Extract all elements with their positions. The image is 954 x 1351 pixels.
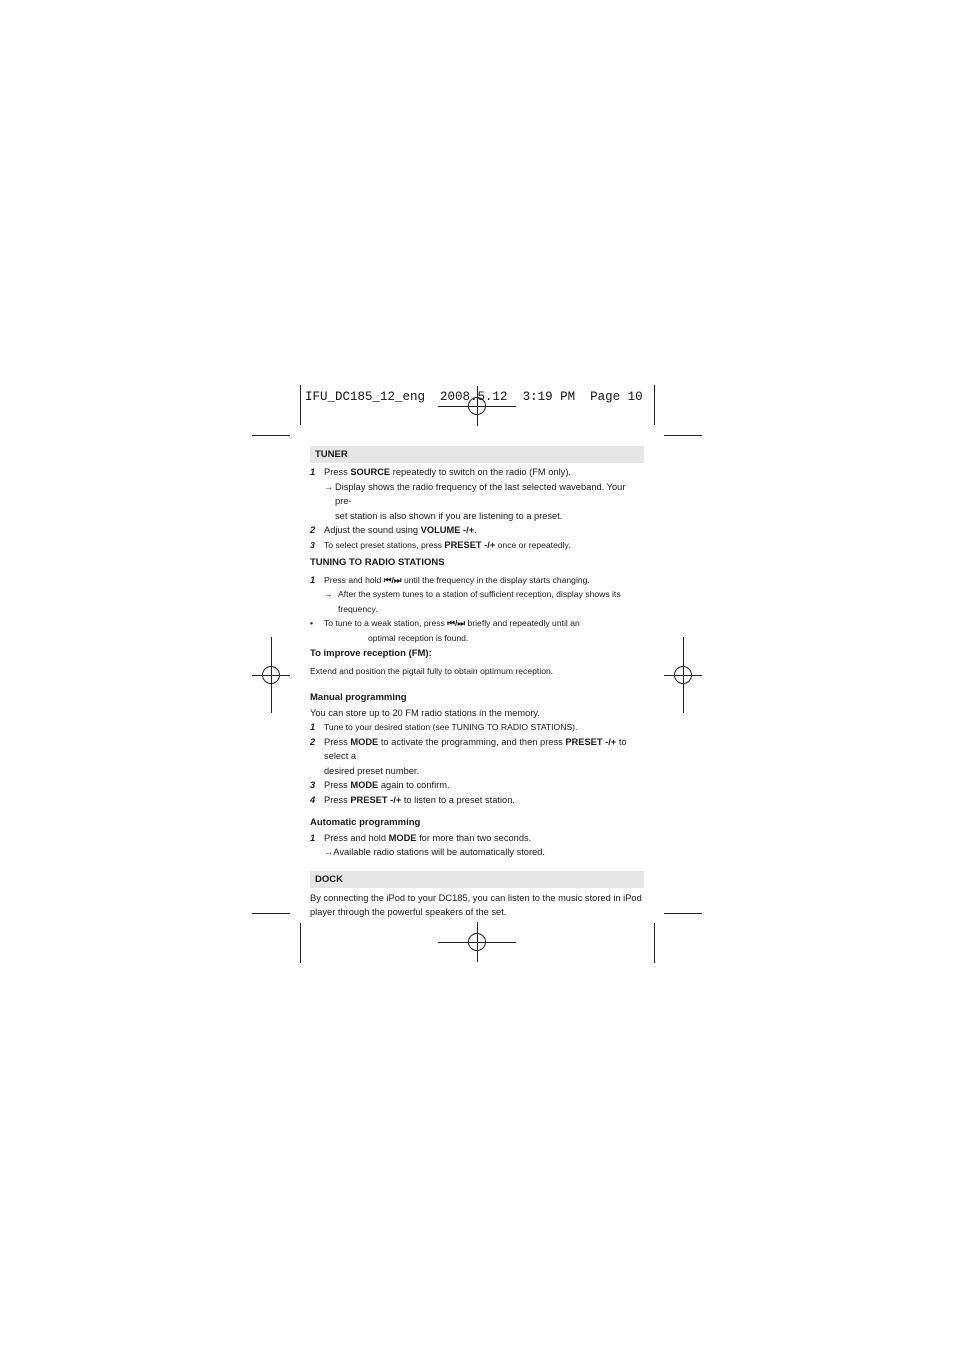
registration-mark-bottom-circle <box>468 933 486 951</box>
crop-mark-bottom-right-vertical <box>654 923 655 963</box>
crop-mark-bottom-left-vertical <box>300 923 301 963</box>
step-text: Press and hold ⏮/⏭ until the frequency in the display starts changing. <box>324 574 590 585</box>
slug-date: 2008.5.12 <box>440 390 508 404</box>
tuning-step-1-result: → After the system tunes to a station of sufficient reception, display shows its frequency. <box>310 587 644 616</box>
slug-file: IFU_DC185_12_eng <box>305 390 426 404</box>
reception-text: Extend and position the pigtail fully to obtain optimum reception. <box>310 665 554 676</box>
arrow-icon: → <box>324 481 334 492</box>
tuner-step-1 <box>310 465 644 480</box>
step-number: 3 <box>310 780 316 790</box>
section-bar-dock: DOCK <box>310 871 644 888</box>
step-number: 1 <box>310 832 316 843</box>
skip-icon: ⏮/⏭ <box>383 574 402 585</box>
crop-mark-bottom-left-horizontal <box>252 913 290 914</box>
tuner-step-2 <box>310 523 644 538</box>
section-bar-tuner: TUNER <box>310 446 644 463</box>
manual-step-4: 4 Press PRESET -/+ to listen to a preset station. <box>310 793 644 808</box>
manual-page-content <box>310 446 644 920</box>
step-number: 1 <box>310 722 316 732</box>
registration-mark-right-circle <box>674 666 692 684</box>
automatic-step-1-result: →Available radio stations will be automatically stored. <box>324 847 545 857</box>
step-text: Press SOURCE repeatedly to switch on the radio (FM only). <box>324 467 571 477</box>
automatic-step-1: 1 Press and hold MODE for more than two seconds. <box>310 831 644 846</box>
step-number: 3 <box>310 539 315 550</box>
step-text: Tune to your desired station (see TUNING TO RADIO STATIONS). <box>324 722 578 732</box>
crop-mark-top-right-horizontal <box>664 435 702 436</box>
slug-page-label: Page <box>590 390 621 404</box>
dock-paragraph: By connecting the iPod to your DC185, you can listen to the music stored in iPod player through the powerful speakers of the set. <box>310 892 642 917</box>
skip-icon: ⏮/⏭ <box>447 618 466 628</box>
step-number: 1 <box>310 574 316 585</box>
step-number: 4 <box>310 794 316 805</box>
tuner-step-1-result: → Display shows the radio frequency of the last selected waveband. Your pre- set station is also shown if you are listening to a preset. <box>310 480 644 524</box>
arrow-icon: → <box>324 589 333 599</box>
registration-mark-left-circle <box>262 666 280 684</box>
step-number: 1 <box>310 467 316 477</box>
heading-manual-programming: Manual programming <box>310 692 407 703</box>
tuning-bullet: • To tune to a weak station, press ⏮/⏭ briefly and repeatedly until an optimal reception is found. <box>310 616 644 645</box>
step-text: To select preset stations, press PRESET -/+ once or repeatedly. <box>324 539 571 550</box>
step-number: 2 <box>310 525 316 535</box>
tuner-step-3 <box>310 538 644 553</box>
slug-time: 3:19 PM <box>522 390 576 404</box>
manual-step-3: 3 Press MODE again to confirm. <box>310 778 644 793</box>
step-number: 2 <box>310 736 316 747</box>
crop-mark-top-left-vertical <box>300 385 301 425</box>
step-text: Adjust the sound using VOLUME -/+. <box>324 525 477 535</box>
crop-mark-top-right-vertical <box>654 385 655 425</box>
tuning-step-1 <box>310 573 644 588</box>
print-slug <box>305 390 643 404</box>
crop-mark-top-left-horizontal <box>252 435 290 436</box>
manual-step-1 <box>310 720 644 735</box>
heading-tuning-to-radio-stations: TUNING TO RADIO STATIONS <box>310 557 445 568</box>
heading-improve-reception: To improve reception (FM): <box>310 648 432 659</box>
bullet-icon: • <box>310 618 314 628</box>
slug-page-number: 10 <box>627 390 643 404</box>
manual-step-2: 2 Press MODE to activate the programming, and then press PRESET -/+ to select a desired preset number. <box>310 735 644 779</box>
manual-intro: You can store up to 20 FM radio stations in the memory. <box>310 707 540 718</box>
heading-automatic-programming: Automatic programming <box>310 817 421 828</box>
crop-mark-bottom-right-horizontal <box>664 913 702 914</box>
